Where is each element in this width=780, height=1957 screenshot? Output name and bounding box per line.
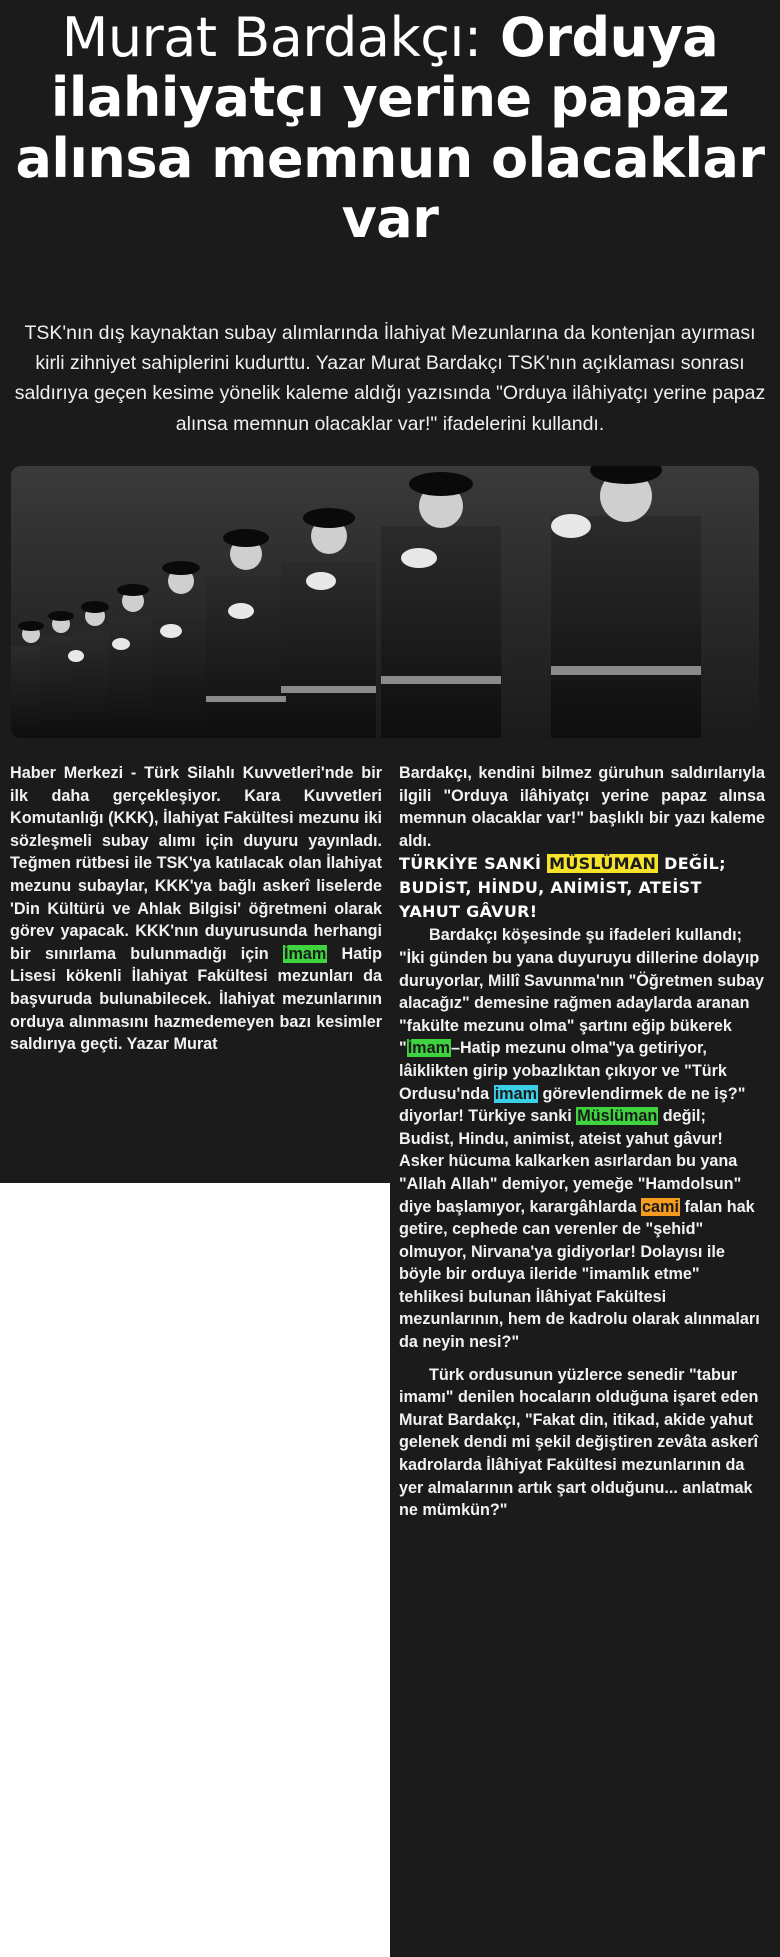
- paragraph-1-continued: Bardakçı, kendini bilmez güruhun saldırılarıyla ilgili "Orduya ilâhiyatçı yerine papaz alınsa memnun olacaklar var!" başlıklı bir yazı kaleme aldı.: [399, 764, 765, 850]
- lead-paragraph: TSK'nın dış kaynaktan subay alımlarında İlahiyat Mezunlarına da kontenjan ayırması kirli zihniyet sahiplerini kudurttu. Yazar Murat Bardakçı TSK'nın açıklaması sonrası saldırıya geçen kesime yönelik kaleme aldığı yazısında "Orduya ilâhiyatçı yerine papaz alınsa memnun olacaklar var!" ifadelerini kullandı.: [14, 322, 766, 435]
- subheading: TÜRKİYE SANKİ MÜSLÜMAN DEĞİL; BUDİST, HİNDU, ANİMİST, ATEİST YAHUT GÂVUR!: [399, 854, 726, 922]
- headline: [10, 8, 770, 250]
- right-column: [399, 762, 765, 1522]
- highlight-imam: İmam: [283, 944, 327, 963]
- paragraph-1: Haber Merkezi - Türk Silahlı Kuvvetleri'nde bir ilk daha gerçekleşiyor. Kara Kuvvetleri Komutanlığı (KKK), İlahiyat Fakültesi mezunu iki sözleşmeli subay alımı için duyuru yayınladı. Teğmen rütbesi ile TSK'ya katılacak olan İlahiyat mezunu subaylar, KKK'ya bağlı askerî liselerde 'Din Kültürü ve Ahlak Bilgisi' öğretmeni olarak görev yapacak. KKK'nın duyurusunda herhangi bir sınırlama bulunmadığı için İmam Hatip Lisesi kökenli İlahiyat Fakültesi mezunları da başvuruda bulunabilecek. İlahiyat mezunlarının orduya alınmasını hazmedemeyen bazı kesimler saldırıya geçti. Yazar Murat: [10, 764, 383, 1054]
- paragraph-2: Bardakçı köşesinde şu ifadeleri kullandı; "İki günden bu yana duyuruyu dillerine dolayıp duruyorlar, Millî Savunma'nın "Öğretmen subay alacağız" demesine rağmen adaylarda aranan "fakülte mezunu olma" şartını eğip bükerek "İmam–Hatip mezunu olma"ya getiriyor, lâiklikten girip yobazlıktan çıkıyor ve "Türk Ordusu'nda imam görevlendirmek de ne iş?" diyorlar! Türkiye sanki Müslüman değil; Budist, Hindu, animist, ateist yahut gâvur! Asker hücuma kalkarken asırlardan bu yana "Allah Allah" demiyor, yemeğe "Hamdolsun" diye başlamıyor, karargâhlarda cami falan hak getire, cephede can verenler de "şehid" olmuyor, Nirvana'ya gidiyorlar! Dolayısı ile böyle bir orduya ileride "imamlık etme" tehlikesi bulunan İlâhiyat Fakültesi mezunlarının, hem de kadrolu olarak alınmaları da neyin nesi?": [399, 926, 765, 1352]
- paragraph-3: Türk ordusunun yüzlerce senedir "tabur imamı" denilen hocaların olduğuna işaret eden Murat Bardakçı, "Fakat din, itikad, akide yahut gelenek dendi mi şekil değiştiren zevâta askerî kadrolarda İlâhiyat Fakültesi mezunlarının da yer almalarının artık şart olduğunu... anlatmak ne mümkün?": [399, 1365, 759, 1520]
- left-column: [10, 762, 382, 1056]
- headline-author: Murat Bardakçı:: [61, 6, 482, 69]
- highlight-cami: cami: [642, 1197, 679, 1216]
- byline: Haber Merkezi -: [10, 764, 137, 782]
- highlight-muslim: Müslüman: [577, 1107, 658, 1126]
- highlight-muslim-subhead: MÜSLÜMAN: [549, 854, 657, 874]
- highlight-imam: imam: [494, 1084, 537, 1103]
- photo-image: [11, 466, 759, 738]
- headline-title: Orduya ilahiyatçı yerine papaz alınsa memnun olacaklar var: [15, 6, 765, 251]
- highlight-imam: İmam: [407, 1039, 450, 1058]
- news-photo: [11, 466, 759, 738]
